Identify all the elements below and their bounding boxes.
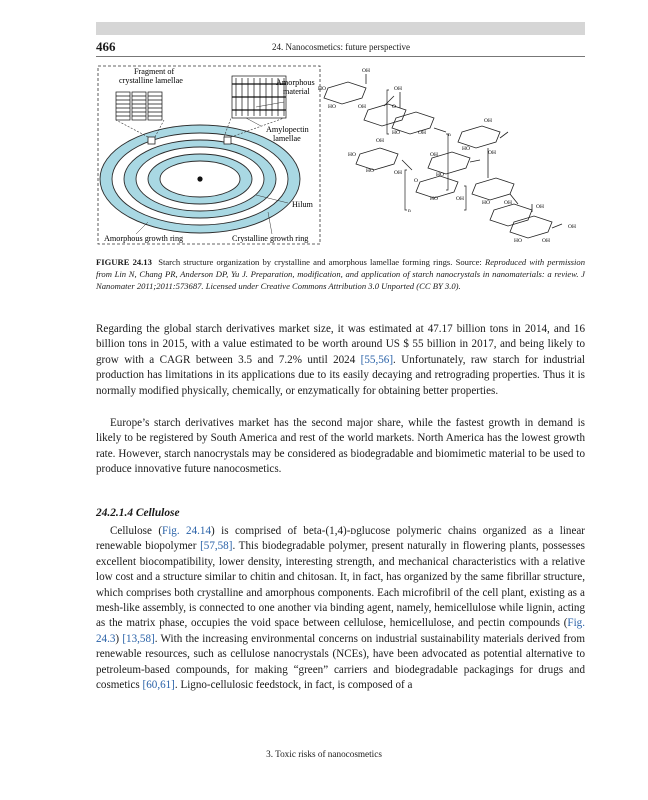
svg-text:OH: OH: [394, 86, 402, 92]
svg-text:HO: HO: [348, 152, 356, 158]
svg-text:OH: OH: [418, 130, 426, 136]
svg-text:OH: OH: [542, 238, 550, 244]
svg-text:HO: HO: [318, 86, 326, 92]
svg-text:HO: HO: [436, 172, 444, 178]
svg-text:OH: OH: [430, 152, 438, 158]
svg-text:OH: OH: [536, 204, 544, 210]
paragraph-market-size: Regarding the global starch derivatives market size, it was estimated at 47.17 billion tons in 2014, and 16 billion tons in 2015, with a value estimated to be worth around US $ 55 billion in 2017, and being likely to grow with a CAGR between 3.5 and 7.2% until 2024 [55,56]. Unfortunately, raw starch for industrial production has limitations in its applications due to its easily decaying and retrograding properties. Thus it is normally modified physically, chemically, or enzymatically for obtaining better properties.: [96, 323, 586, 397]
ring-sample-square-right: [224, 137, 231, 144]
header-rule: [96, 56, 585, 57]
svg-text:O: O: [392, 104, 396, 110]
label-amorphous-line1: Amorphous: [276, 78, 315, 87]
label-fragment-line2: crystalline lamellae: [119, 76, 183, 85]
svg-text:OH: OH: [376, 138, 384, 144]
svg-text:OH: OH: [358, 104, 366, 110]
svg-text:HO: HO: [514, 238, 522, 244]
hilum-dot: [197, 176, 202, 181]
page-footer: 3. Toxic risks of nanocosmetics: [266, 749, 382, 759]
caption-label: FIGURE 24.13: [96, 257, 152, 267]
caption-text: Starch structure organization by crystalline and amorphous lamellae forming rings. Source:: [158, 257, 482, 267]
starch-structure-diagram: [96, 62, 585, 252]
citation-60-61[interactable]: [60,61]: [142, 679, 175, 692]
svg-text:OH: OH: [488, 150, 496, 156]
svg-text:OH: OH: [568, 224, 576, 230]
svg-text:HO: HO: [392, 130, 400, 136]
svg-text:n: n: [408, 208, 411, 214]
svg-text:OH: OH: [484, 118, 492, 124]
citation-57-58[interactable]: [57,58]: [200, 540, 233, 553]
paragraph-cellulose: Cellulose (Fig. 24.14) is comprised of beta-(1,4)-ᴅglucose polymeric chains organized as a linear renewable biopolymer [57,58]. This biodegradable polymer, present naturally in flowering plants, possesses excellent biocompatibility, lower density, interesting strength, and mechanical characteristics with a relative low cost and a structure similar to chitin and chitosan. It, in fact, has organized by the same fibrillar structure, which comprises both crystalline and amorphous components. Each microfibril of the cell plant, existing as a mesh-like assembly, is connected to one another via binding agent, namely, hemicellulose while lignin, acting as the matrix phase, occupies the void space between cellulose, hemicellulose, and pectin compounds (Fig. 24.3) [13,58]. With the increasing environmental concerns on industrial sustainability materials derived from renewable resources, such as cellulose nanocrystals (NCEs), have been advocated as potential alternative to petroleum-based compounds, for making “green” carriers and biodegradable packagings for drugs and cosmetics [60,61]. Ligno-cellulosic feedstock, in fact, is composed of a: [96, 525, 585, 692]
label-amylopectin-line2: lamellae: [273, 134, 301, 143]
svg-text:OH: OH: [362, 68, 370, 74]
svg-text:OH: OH: [394, 170, 402, 176]
figure-link-24-3[interactable]: Fig. 24.3: [96, 617, 585, 645]
figure-caption: [96, 256, 585, 292]
svg-text:OH: OH: [504, 200, 512, 206]
svg-text:HO: HO: [328, 104, 336, 110]
label-amylopectin-line1: Amylopectin: [266, 125, 309, 134]
top-gray-bar: [96, 22, 585, 35]
citation-55-56[interactable]: [55,56]: [360, 353, 394, 366]
caption-credit: Reproduced with permission from Lin N, Chang PR, Anderson DP, Yu J. Preparation, modification, and application of starch nanocrystals in nanomaterials: a review. J Nanomater 2011;2011:573687. Licensed under Creative Commons Attribution 3.0 Unported (CC BY 3.0).: [96, 257, 585, 291]
figure-24-13: [96, 62, 585, 252]
citation-13-58[interactable]: [13,58]: [122, 632, 155, 645]
ring-sample-square-left: [148, 137, 155, 144]
svg-text:HO: HO: [462, 146, 470, 152]
svg-text:HO: HO: [482, 200, 490, 206]
paragraph-europe-market: Europe’s starch derivatives market has the second major share, while the fastest growth in demand is likely to be registered by South America and rest of the world markets. North America has the lowest growth rate. However, starch nanocrystals may be considered as biodegradable and biomimetic material to be used to produce innovative future nanocosmetics.: [96, 417, 585, 476]
svg-text:OH: OH: [456, 196, 464, 202]
page-number: 466: [96, 39, 116, 54]
svg-text:HO: HO: [430, 196, 438, 202]
label-crystalline-growth-ring: Crystalline growth ring: [232, 234, 309, 243]
amylopectin-chemical-structure: [324, 74, 562, 238]
figure-link-24-14[interactable]: Fig. 24.14: [162, 525, 212, 537]
crystalline-lamellae-fragment: [116, 92, 162, 120]
svg-text:HO: HO: [366, 168, 374, 174]
label-fragment-line1: Fragment of: [134, 67, 175, 76]
chemical-labels: [318, 68, 576, 244]
svg-text:n: n: [448, 132, 451, 138]
running-title: 24. Nanocosmetics: future perspective: [272, 42, 410, 52]
label-hilum: Hilum: [292, 200, 313, 209]
section-heading-cellulose: 24.2.1.4 Cellulose: [96, 507, 180, 519]
label-amorphous-growth-ring: Amorphous growth ring: [104, 234, 184, 243]
label-amorphous-line2: material: [283, 87, 310, 96]
svg-text:O: O: [414, 178, 418, 184]
